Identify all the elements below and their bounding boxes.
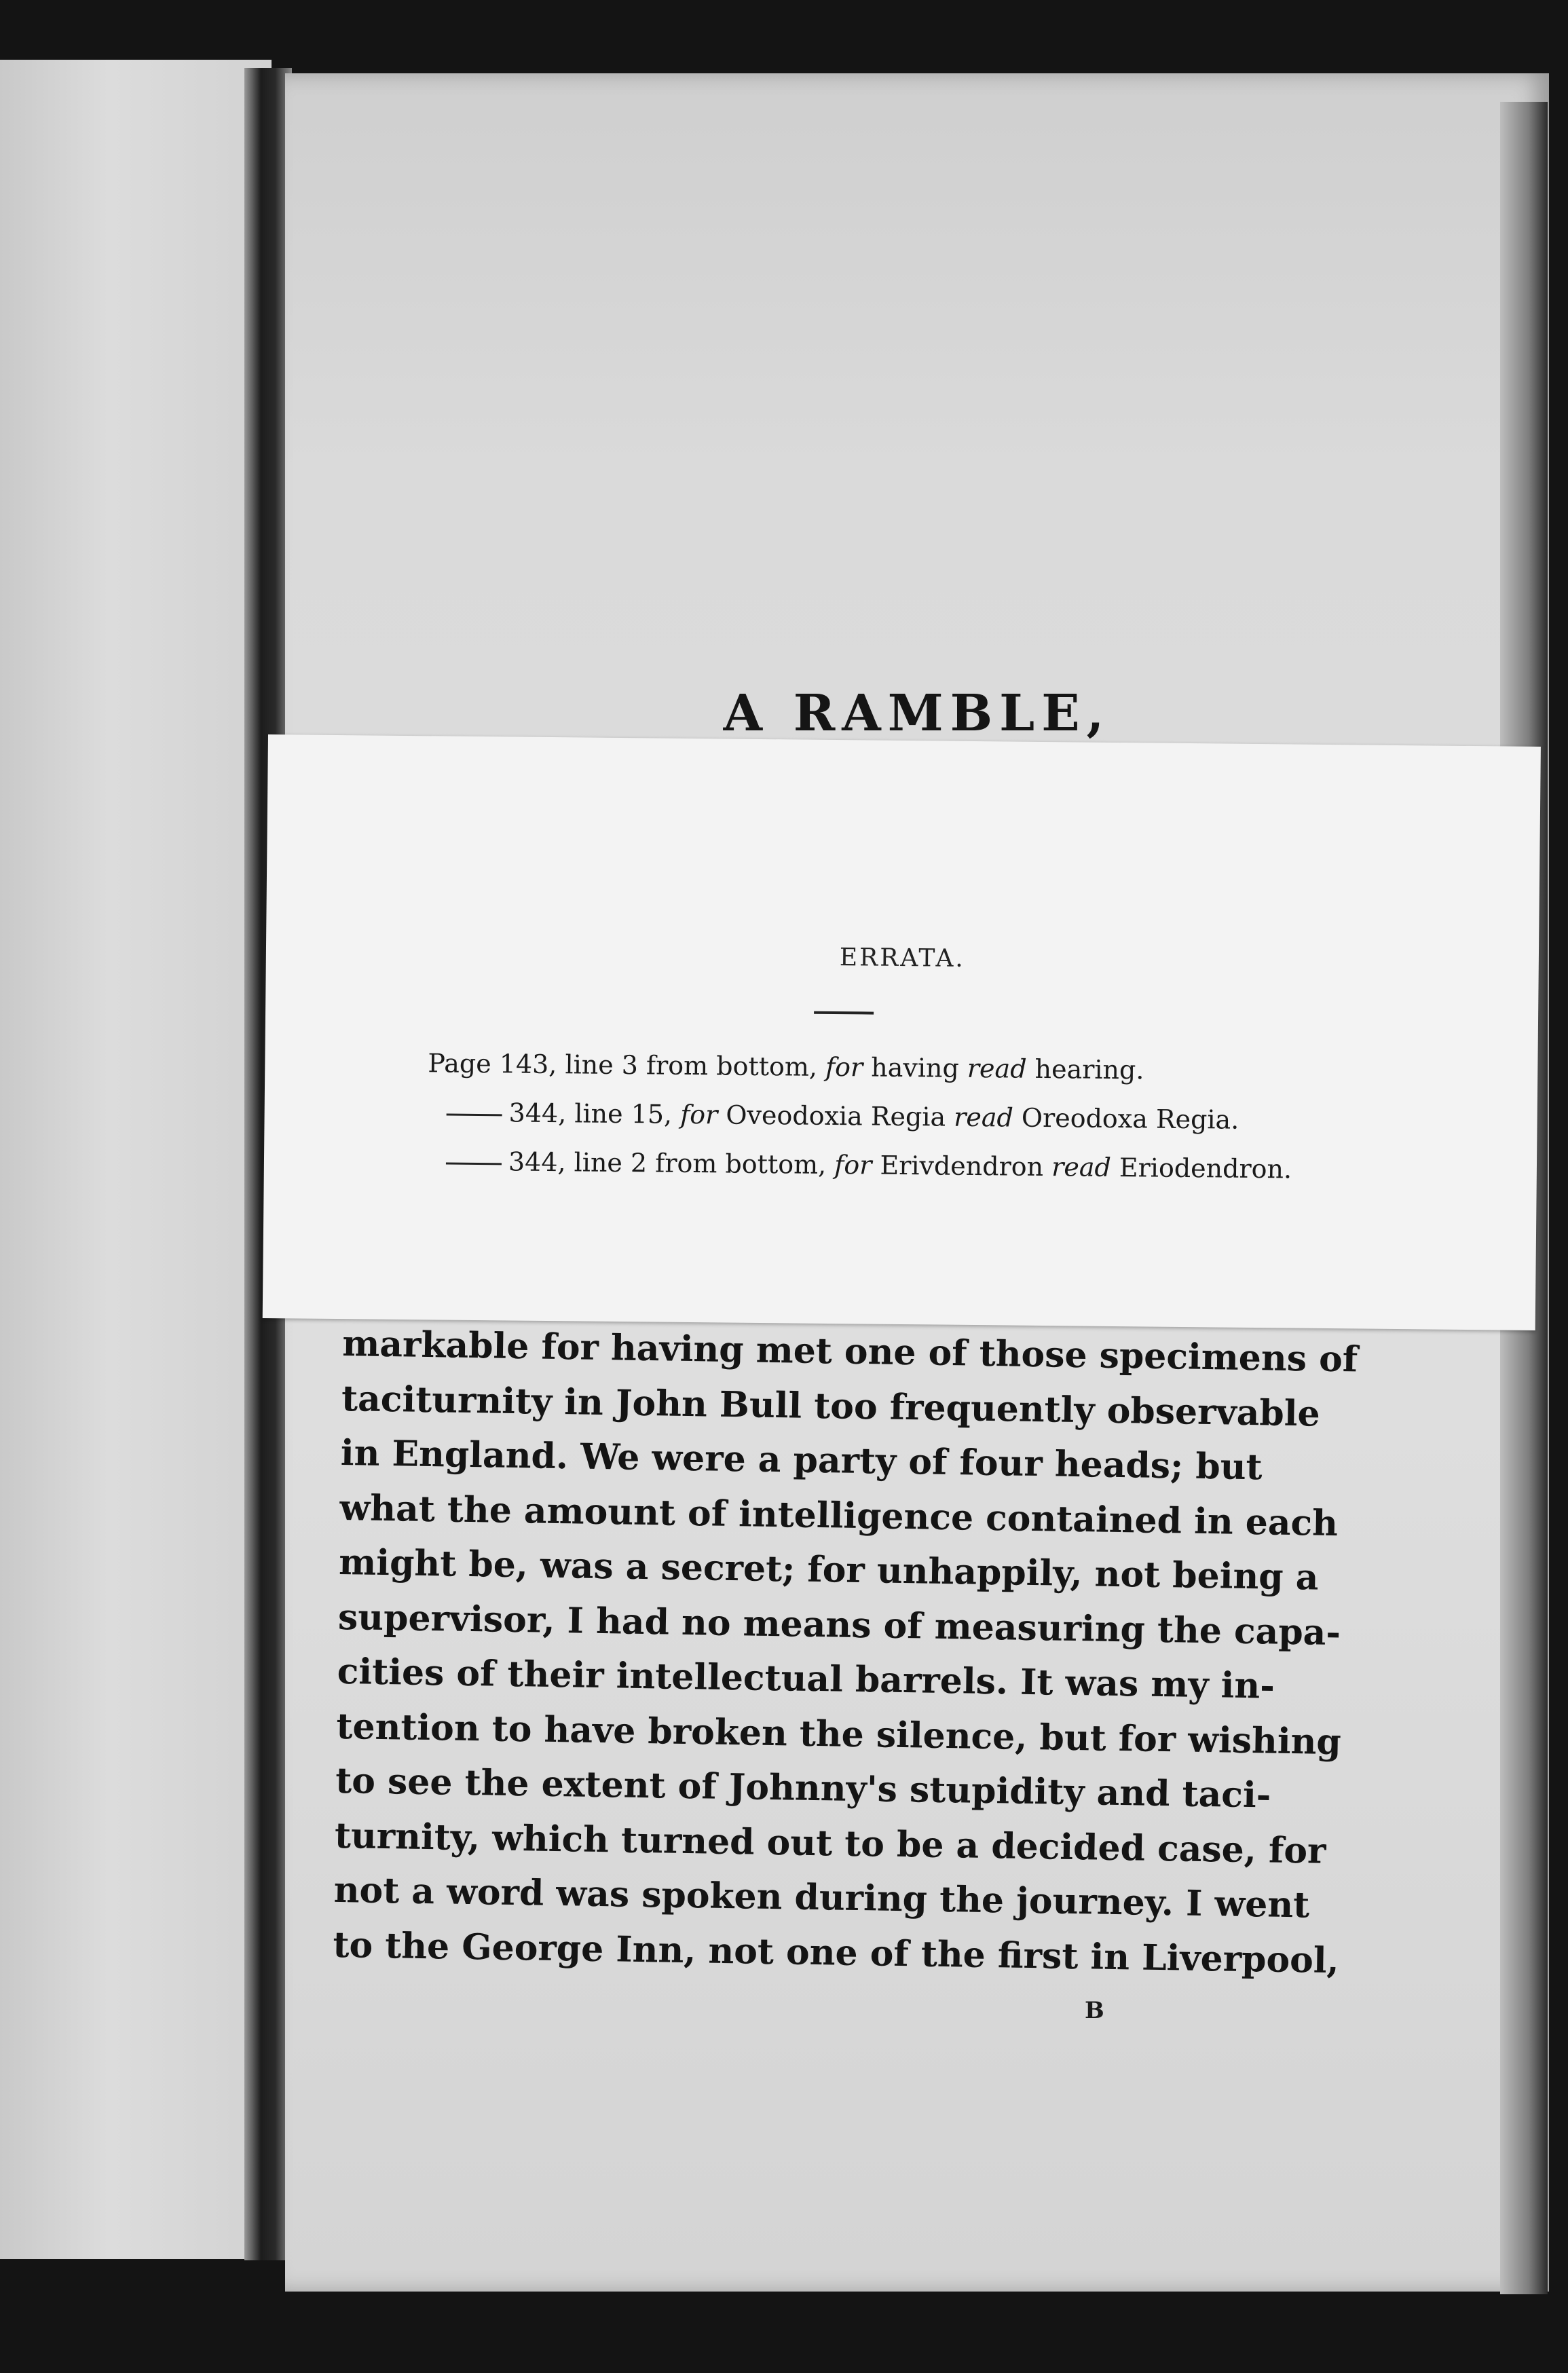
body-text <box>332 1317 1358 1987</box>
body-line: might be, was a secret; for unhappily, not being a <box>338 1541 1319 1599</box>
errata-entry: 344, line 2 from bottom, for Erivdendron read Eriodendron. <box>446 1146 1292 1184</box>
body-line: in England. We were a party of four heads; but <box>340 1432 1263 1489</box>
body-line: supervisor, I had no means of measuring the capa- <box>337 1596 1341 1653</box>
errata-entry: Page 143, line 3 from bottom, for having read hearing. <box>428 1048 1144 1085</box>
body-line: turnity, which turned out to be a decided case, for <box>334 1814 1326 1872</box>
body-line: to the George Inn, not one of the first in Liverpool, <box>332 1924 1340 1981</box>
body-line: tention to have broken the silence, but for wishing <box>336 1705 1342 1763</box>
errata-entry: 344, line 15, for Oveodoxia Regia read Oreodoxa Regia. <box>446 1098 1239 1135</box>
body-line: cities of their intellectual barrels. It was my in- <box>337 1650 1275 1707</box>
signature-mark: B <box>1085 1997 1104 2024</box>
body-line: to see the extent of Johnny's stupidity and taci- <box>335 1759 1271 1816</box>
body-line: what the amount of intelligence contained in each <box>339 1487 1339 1544</box>
ditto-dash <box>446 1163 502 1165</box>
body-line: not a word was spoken during the journey. I went <box>333 1869 1310 1926</box>
body-line: markable for having met one of those specimens of <box>341 1322 1358 1381</box>
errata-slip <box>263 734 1541 1330</box>
errata-rule <box>814 1011 874 1015</box>
body-line: taciturnity in John Bull too frequently observable <box>341 1377 1321 1435</box>
left-adjoining-page <box>0 60 272 2259</box>
chapter-title: A RAMBLE, <box>723 684 1111 743</box>
errata-heading: ERRATA. <box>839 943 966 973</box>
ditto-dash <box>447 1114 502 1117</box>
